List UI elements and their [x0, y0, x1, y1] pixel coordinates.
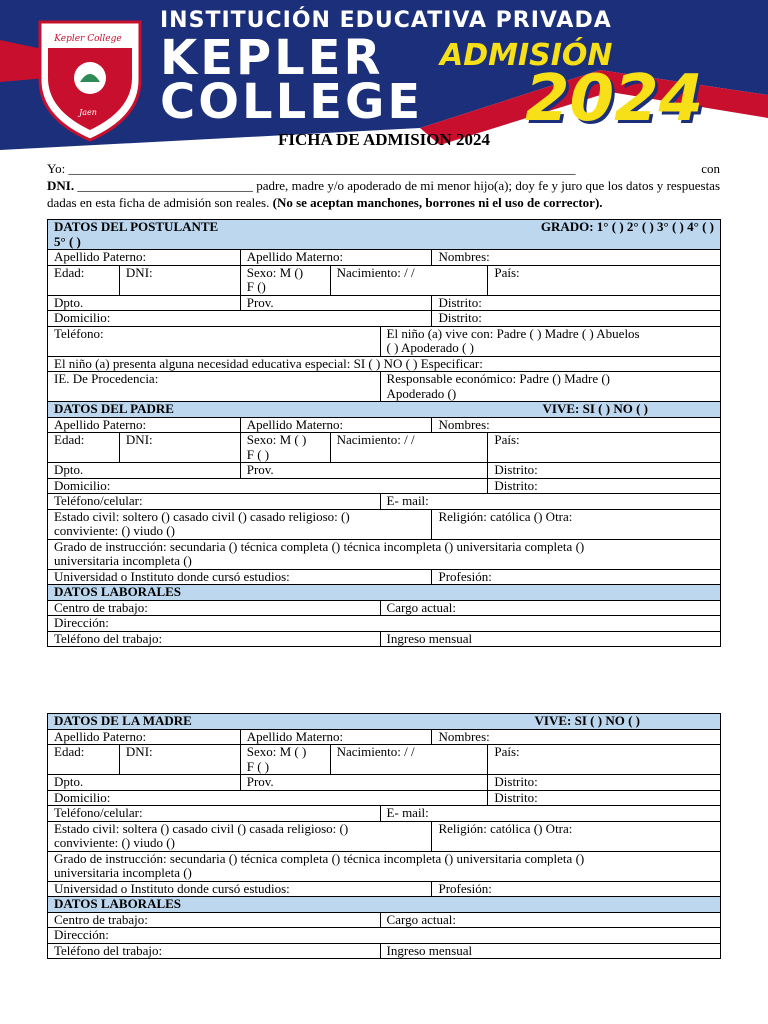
table-row	[48, 745, 721, 775]
padre-apellido-materno-field[interactable]: Apellido Materno:	[240, 417, 432, 433]
madre-sexo-m[interactable]: Sexo: M ( )	[246, 744, 307, 759]
yo-label: Yo:	[47, 161, 66, 176]
sexo-f-option[interactable]: F ()	[246, 279, 266, 294]
table-row	[48, 616, 721, 632]
table-row	[48, 790, 721, 806]
apellido-materno-field[interactable]: Apellido Materno:	[240, 250, 432, 266]
madre-grado-label-2: universitaria incompleta ()	[54, 865, 192, 880]
madre-religion-field[interactable]: Religión: católica () Otra:	[432, 821, 721, 851]
madre-universidad-field[interactable]: Universidad o Instituto donde cursó estudios:	[48, 881, 432, 897]
padre-header	[48, 402, 721, 418]
table-row	[48, 729, 721, 745]
madre-grado-label: Grado de instrucción: secundaria () técnica completa () técnica incompleta () universitaria completa ()	[54, 850, 585, 866]
madre-sexo-field[interactable]	[240, 745, 330, 775]
madre-domicilio-field[interactable]: Domicilio:	[48, 790, 488, 806]
madre-prov-field[interactable]: Prov.	[240, 775, 488, 791]
padre-dni-field[interactable]: DNI:	[119, 433, 240, 463]
table-row	[48, 311, 721, 327]
madre-edad-field[interactable]: Edad:	[48, 745, 120, 775]
table-row	[48, 881, 721, 897]
table-row	[48, 631, 721, 647]
madre-pais-field[interactable]: País:	[488, 745, 721, 775]
table-row	[48, 775, 721, 791]
madre-dpto-field[interactable]: Dpto.	[48, 775, 241, 791]
madre-civil-label: Estado civil: soltera () casado civil () casada religioso: ()	[54, 820, 349, 836]
madre-profesion-field[interactable]: Profesión:	[432, 881, 721, 897]
madre-direccion-field[interactable]: Dirección:	[48, 928, 721, 944]
madre-apellido-materno-field[interactable]: Apellido Materno:	[240, 729, 432, 745]
con-label: con	[701, 161, 720, 176]
intro-warning: (No se aceptan manchones, borrones ni el uso de corrector).	[272, 195, 603, 210]
table-row	[48, 433, 721, 463]
padre-dpto-field[interactable]: Dpto.	[48, 463, 241, 479]
table-row	[48, 569, 721, 585]
domicilio-field[interactable]: Domicilio:	[48, 311, 432, 327]
padre-telefono-field[interactable]: Teléfono/celular:	[48, 494, 381, 510]
table-row	[48, 509, 721, 539]
padre-nombres-field[interactable]: Nombres:	[432, 417, 721, 433]
madre-telefono-trabajo-field[interactable]: Teléfono del trabajo:	[48, 943, 381, 959]
intro-paragraph	[47, 177, 720, 211]
padre-universidad-field[interactable]: Universidad o Instituto donde cursó estudios:	[48, 569, 432, 585]
admission-label: ADMISIÓN	[440, 38, 613, 73]
table-row	[48, 494, 721, 510]
madre-grado-instruccion-field[interactable]	[48, 851, 721, 881]
pais-field[interactable]: País:	[488, 265, 721, 295]
padre-civil-label-2: conviviente: () viudo ()	[54, 523, 175, 538]
distrito-field-2[interactable]: Distrito:	[432, 311, 721, 327]
padre-domicilio-field[interactable]: Domicilio:	[48, 478, 488, 494]
table-row	[48, 928, 721, 944]
dni-field[interactable]: DNI:	[119, 265, 240, 295]
padre-sexo-f[interactable]: F ( )	[246, 446, 270, 462]
apellido-paterno-field[interactable]: Apellido Paterno:	[48, 250, 241, 266]
responsable-label: Responsable económico: Padre () Madre ()	[386, 371, 610, 386]
header-banner	[0, 0, 768, 162]
padre-nacimiento-field[interactable]: Nacimiento: / /	[330, 433, 488, 463]
madre-table	[47, 713, 721, 959]
dni-label: DNI.	[47, 178, 75, 193]
padre-edad-field[interactable]: Edad:	[48, 433, 120, 463]
madre-telefono-field[interactable]: Teléfono/celular:	[48, 806, 381, 822]
padre-civil-label: Estado civil: soltero () casado civil () casado religioso: ()	[54, 508, 350, 524]
padre-laborales-title: DATOS LABORALES	[48, 585, 721, 601]
vive-con-label: El niño (a) vive con: Padre ( ) Madre ( ) Abuelos	[386, 325, 640, 341]
madre-nacimiento-field[interactable]: Nacimiento: / /	[330, 745, 488, 775]
madre-email-field[interactable]: E- mail:	[380, 806, 720, 822]
responsable-label-2: Apoderado ()	[386, 385, 457, 401]
ie-procedencia-field[interactable]: IE. De Procedencia:	[48, 372, 381, 402]
padre-grado-instruccion-field[interactable]	[48, 539, 721, 569]
table-row	[48, 295, 721, 311]
responsable-field[interactable]	[380, 372, 720, 402]
school-name-line1: KEPLER	[160, 30, 384, 86]
grado-option-5[interactable]: 5° ( )	[54, 233, 81, 249]
padre-profesion-field[interactable]: Profesión:	[432, 569, 721, 585]
padre-telefono-trabajo-field[interactable]: Teléfono del trabajo:	[48, 631, 381, 647]
table-row	[48, 912, 721, 928]
admission-year: 2024	[525, 62, 704, 136]
padre-pais-field[interactable]: País:	[488, 433, 721, 463]
madre-vive-options[interactable]: VIVE: SI ( ) NO ( )	[534, 713, 640, 728]
madre-sexo-f[interactable]: F ( )	[246, 758, 270, 774]
madre-distrito-field[interactable]: Distrito:	[488, 775, 721, 791]
intro-declaration	[47, 160, 720, 211]
madre-header	[48, 714, 721, 730]
madre-distrito-field-2[interactable]: Distrito:	[488, 790, 721, 806]
padre-centro-trabajo-field[interactable]: Centro de trabajo:	[48, 600, 381, 616]
telefono-field[interactable]: Teléfono:	[48, 326, 381, 356]
grado-options[interactable]: GRADO: 1° ( ) 2° ( ) 3° ( ) 4° ( )	[540, 219, 714, 234]
table-row	[48, 821, 721, 851]
dni-blank[interactable]: ___________________________	[77, 178, 253, 193]
madre-laborales-title: DATOS LABORALES	[48, 897, 721, 913]
nombres-field[interactable]: Nombres:	[432, 250, 721, 266]
table-row	[48, 265, 721, 295]
madre-apellido-paterno-field[interactable]: Apellido Paterno:	[48, 729, 241, 745]
nacimiento-field[interactable]: Nacimiento: / /	[330, 265, 488, 295]
postulante-table	[47, 219, 721, 647]
padre-apellido-paterno-field[interactable]: Apellido Paterno:	[48, 417, 241, 433]
madre-ingreso-field[interactable]: Ingreso mensual	[380, 943, 720, 959]
table-row	[48, 806, 721, 822]
intro-line-yo	[47, 160, 720, 177]
padre-sexo-m[interactable]: Sexo: M ( )	[246, 432, 307, 447]
institution-heading: INSTITUCIÓN EDUCATIVA PRIVADA	[160, 8, 612, 33]
postulante-header	[48, 220, 721, 250]
distrito-field[interactable]: Distrito:	[432, 295, 721, 311]
padre-distrito-field[interactable]: Distrito:	[488, 463, 721, 479]
padre-ingreso-field[interactable]: Ingreso mensual	[380, 631, 720, 647]
padre-religion-field[interactable]: Religión: católica () Otra:	[432, 509, 721, 539]
table-row	[48, 372, 721, 402]
yo-blank[interactable]: ______________________________________________________________________________	[68, 161, 576, 176]
madre-nombres-field[interactable]: Nombres:	[432, 729, 721, 745]
padre-cargo-field[interactable]: Cargo actual:	[380, 600, 720, 616]
table-row	[48, 463, 721, 479]
madre-title: DATOS DE LA MADRE	[54, 713, 192, 728]
table-row	[48, 478, 721, 494]
padre-grado-label: Grado de instrucción: secundaria () técnica completa () técnica incompleta () universitaria completa ()	[54, 538, 585, 554]
table-row	[48, 417, 721, 433]
table-row	[48, 539, 721, 569]
vive-con-label-2: ( ) Apoderado ( )	[386, 340, 474, 355]
vive-con-field[interactable]	[380, 326, 720, 356]
madre-civil-label-2: conviviente: () viudo ()	[54, 835, 175, 850]
padre-laborales-header	[48, 585, 721, 601]
padre-vive-options[interactable]: VIVE: SI ( ) NO ( )	[542, 401, 648, 416]
madre-estado-civil-field[interactable]	[48, 821, 432, 851]
padre-grado-label-2: universitaria incompleta ()	[54, 553, 192, 568]
padre-prov-field[interactable]: Prov.	[240, 463, 488, 479]
intro-text: padre, madre y/o apoderado de mi menor hijo(a); doy fe y juro que los datos y respuestas dadas en esta ficha de admisión son reales.	[47, 178, 721, 210]
table-row	[48, 326, 721, 356]
table-row	[48, 356, 721, 372]
table-row	[48, 250, 721, 266]
page-title: FICHA DE ADMISION 2024	[277, 130, 491, 149]
madre-laborales-header	[48, 897, 721, 913]
dpto-field[interactable]: Dpto.	[48, 295, 241, 311]
sexo-field[interactable]	[240, 265, 330, 295]
padre-estado-civil-field[interactable]	[48, 509, 432, 539]
padre-title: DATOS DEL PADRE	[54, 401, 174, 416]
padre-distrito-field-2[interactable]: Distrito:	[488, 478, 721, 494]
padre-sexo-field[interactable]	[240, 433, 330, 463]
prov-field[interactable]: Prov.	[240, 295, 432, 311]
madre-centro-trabajo-field[interactable]: Centro de trabajo:	[48, 912, 381, 928]
logo-text: Kepler College	[54, 34, 122, 44]
school-name-line2: COLLEGE	[160, 74, 424, 130]
madre-cargo-field[interactable]: Cargo actual:	[380, 912, 720, 928]
postulante-title: DATOS DEL POSTULANTE	[54, 219, 219, 234]
table-row	[48, 943, 721, 959]
table-row	[48, 851, 721, 881]
sexo-m-option[interactable]: Sexo: M ()	[246, 264, 304, 280]
table-row	[48, 600, 721, 616]
logo-city: Jaen	[79, 108, 97, 117]
necesidad-field[interactable]: El niño (a) presenta alguna necesidad educativa especial: SI ( ) NO ( ) Especificar:	[48, 356, 721, 372]
padre-direccion-field[interactable]: Dirección:	[48, 616, 721, 632]
padre-email-field[interactable]: E- mail:	[380, 494, 720, 510]
edad-field[interactable]: Edad:	[48, 265, 120, 295]
madre-dni-field[interactable]: DNI:	[119, 745, 240, 775]
